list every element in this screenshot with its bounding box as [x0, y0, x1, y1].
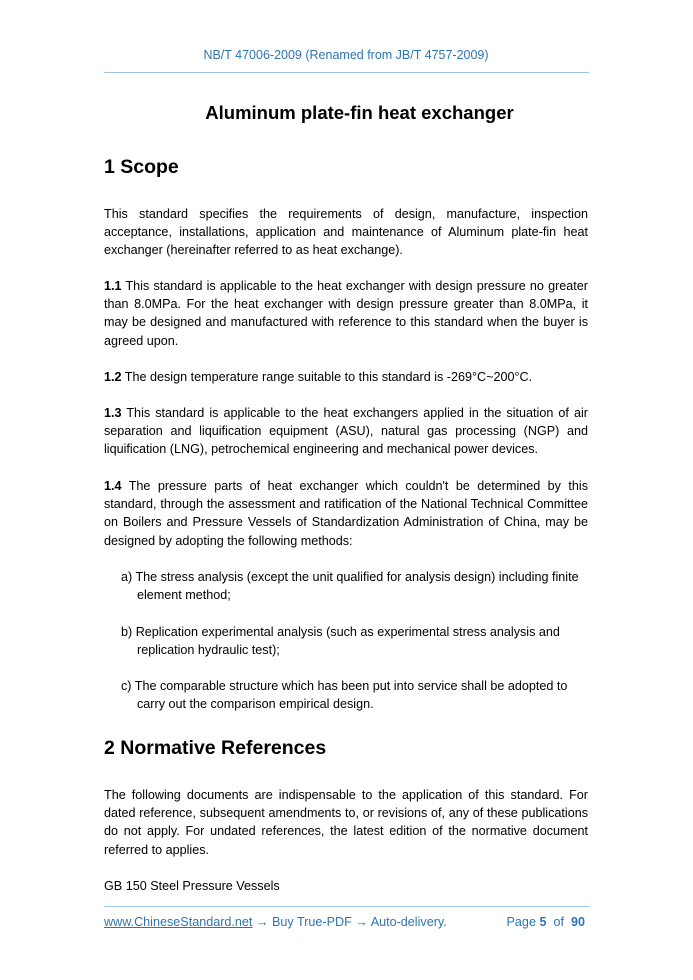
running-header: NB/T 47006-2009 (Renamed from JB/T 4757-2009)	[203, 48, 489, 62]
method-item-c	[121, 677, 588, 713]
clause-1-1	[104, 277, 588, 350]
section-heading-normative-references: 2 Normative References	[104, 737, 327, 759]
total-page-count: 90	[570, 915, 585, 929]
footer-divider	[104, 906, 589, 907]
scope-intro-paragraph: This standard specifies the requirements of design, manufacture, inspection acceptance, installations, application and maintenance of Aluminum plate-fin heat exchanger (hereinafter referred to as heat exchange).	[104, 207, 588, 258]
clause-1-3	[104, 404, 588, 459]
clause-number: 1.3	[104, 406, 122, 420]
clause-text: The design temperature range suitable to this standard is -269°C~200°C.	[121, 370, 533, 384]
list-marker: b)	[121, 625, 133, 639]
footer-promo: → Buy True-PDF → Auto-delivery.	[252, 915, 447, 929]
list-item-continuation: replication hydraulic test);	[137, 643, 280, 658]
clause-1-2	[104, 368, 588, 386]
clause-text: The pressure parts of heat exchanger which couldn't be determined by this standard, through the assessment and ratification of the National Technical Committee on Boilers and Pressure Vessels of Standardization Administration of China, may be designed by adopting the following methods:	[104, 479, 588, 548]
reference-item: GB 150 Steel Pressure Vessels	[104, 879, 280, 893]
list-item-text: The stress analysis (except the unit qualified for analysis design) including finite	[132, 570, 579, 584]
clause-text: This standard is applicable to the heat exchangers applied in the situation of air separation and liquification equipment (ASU), natural gas processing (NGP) and liquification (LNG), petrochemical engineering and mechanical power devices.	[104, 406, 588, 457]
list-marker: a)	[121, 570, 133, 584]
header-divider	[104, 72, 589, 73]
list-item-continuation: element method;	[137, 588, 231, 603]
list-item-text: Replication experimental analysis (such as experimental stress analysis and	[132, 625, 560, 639]
clause-text: This standard is applicable to the heat exchanger with design pressure no greater than 8.0MPa. For the heat exchanger with design pressure greater than 8.0MPa, it may be designed and manufactured with reference to this standard when the buyer is agreed upon.	[104, 279, 588, 348]
website-link[interactable]: www.ChineseStandard.net	[104, 915, 253, 929]
clause-number: 1.1	[104, 279, 122, 293]
page-indicator: Page 5 of 90	[506, 915, 585, 929]
clause-1-4	[104, 477, 588, 550]
references-intro-paragraph: The following documents are indispensable to the application of this standard. For dated reference, subsequent amendments to, or revisions of, any of these publications do not apply. For undated references, the latest edition of the normative document referred to applies.	[104, 788, 588, 857]
page-footer	[104, 915, 589, 929]
list-item-continuation: carry out the comparison empirical design.	[137, 697, 374, 712]
list-marker: c)	[121, 679, 132, 693]
clause-number: 1.2	[104, 370, 122, 384]
list-item-text: The comparable structure which has been put into service shall be adopted to	[131, 679, 568, 693]
current-page-number: 5	[539, 915, 547, 929]
method-item-a	[121, 568, 588, 604]
section-heading-scope: 1 Scope	[104, 156, 179, 178]
method-item-b	[121, 623, 588, 659]
clause-number: 1.4	[104, 479, 122, 493]
document-title: Aluminum plate-fin heat exchanger	[205, 102, 514, 123]
